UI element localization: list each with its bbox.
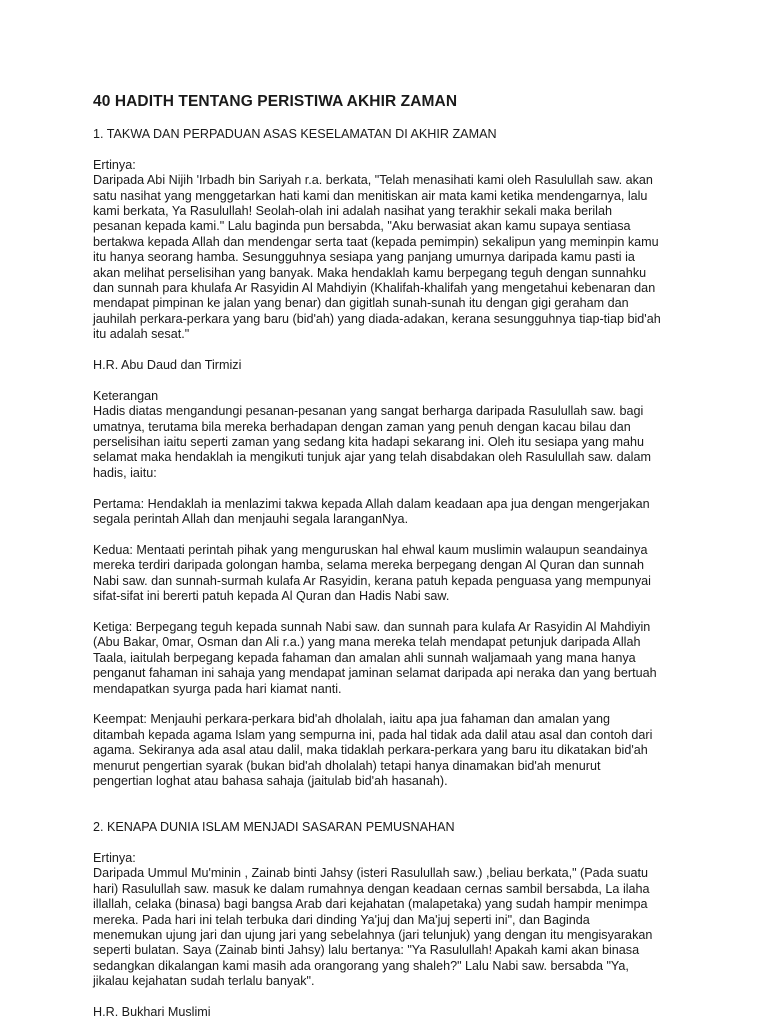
section-1-heading: 1. TAKWA DAN PERPADUAN ASAS KESELAMATAN DI AKHIR ZAMAN <box>93 127 497 141</box>
section-1-keterangan-label: Keterangan <box>93 388 159 403</box>
section-2-source: H.R. Bukhari Muslimi <box>93 1005 211 1019</box>
spacer <box>93 528 708 543</box>
spacer <box>93 481 708 496</box>
section-1-source: H.R. Abu Daud dan Tirmizi <box>93 358 242 373</box>
spacer <box>93 373 708 388</box>
spacer <box>93 990 708 1005</box>
section-2-heading: 2. KENAPA DUNIA ISLAM MENJADI SASARAN PEMUSNAHAN <box>93 820 455 835</box>
section-1-point-keempat: Keempat: Menjauhi perkara-perkara bid'ah dholalah, iaitu apa jua fahaman dan amalan yang ditambah kepada agama Islam yang sempurna ini, pada hal tidak ada dalil atau asal dan contoh dari agama. Sekiranya ada asal atau dalil, maka tidaklah perkara-perkara yang baru itu dikatakan bid'ah menurut pengertian syarak (bukan bid'ah dholalah) tetapi hanya dinamakan bid'ah menurut pengertian loghat atau bahasa sahaja (jaitulab bid'ah hasanah). <box>93 712 653 788</box>
section-1-keterangan-text: Hadis diatas mengandungi pesanan-pesanan yang sangat berharga daripada Rasulullah saw. bagi umatnya, terutama bila mereka berhadapan dengan zaman yang penuh dengan kacau bilau dan perselisihan iaitu seperti zaman yang sedang kita hadapi sekarang ini. Oleh itu sesiapa yang mahu selamat maka hendaklah ia mengikuti tunjuk ajar yang telah disabdakan oleh Rasulullah saw. dalam hadis, iaitu: <box>93 404 651 480</box>
section-1-ertinya-label: Ertinya: <box>93 157 136 172</box>
spacer <box>93 836 708 851</box>
section-2-ertinya-label: Ertinya: <box>93 850 136 865</box>
section-1-point-pertama: Pertama: Hendaklah ia menlazimi takwa kepada Allah dalam keadaan apa jua dengan mengerjakan segala perintah Allah dan menjauhi segala laranganNya. <box>93 496 650 527</box>
section-1-point-kedua: Kedua: Mentaati perintah pihak yang menguruskan hal ehwal kaum muslimin walaupun seandainya mereka terdiri daripada golongan hamba, selama mereka berpegang dengan Al Quran dan sunnah Nabi saw. dan sunnah-surmah kulafa Ar Rasyidin, kerana patuh kepada penguasa yang mempunyai sifat-sifat ini bererti patuh kepada Al Quran dan Hadis Nabi saw. <box>93 542 651 604</box>
document-title: 40 HADITH TENTANG PERISTIWA AKHIR ZAMAN <box>93 93 458 110</box>
section-2-ertinya-text: Daripada Ummul Mu'minin , Zainab binti Jahsy (isteri Rasulullah saw.) ,beliau berkata," (Pada suatu hari) Rasulullah saw. masuk ke dalam rumahnya dengan keadaan cernas sambil bersabda, La ilaha illallah, celaka (binasa) bagi bangsa Arab dari kejahatan (malapetaka) yang sudah hampir menimpa mereka. Pada hari ini telah terbuka dari dinding Ya'juj dan Ma'juj seperti ini", dan Baginda menemukan ujung jari dan ujung jari yang sebelahnya (jari telunjuk) yang dengan itu mengisyarakan seperti bulatan. Saya (Zainab binti Jahsy) lalu bertanya: "Ya Rasulullah! Apakah kami akan binasa sedangkan dikalangan kami masih ada orangorang yang shaleh?" Lalu Nabi saw. bersabda "Ya, jikalau kejahatan sudah terlalu banyak". <box>93 866 653 989</box>
section-1-point-ketiga: Ketiga: Berpegang teguh kepada sunnah Nabi saw. dan sunnah para kulafa Ar Rasyidin Al Mahdiyin (Abu Bakar, 0mar, Osman dan Ali r.a.) yang mana mereka telah mendapat petunjuk daripada Allah Taala, iaitulah berpegang kepada fahaman dan amalan ahli sunnah waljamaah yang mana hanya penganut fahaman ini sahaja yang mendapat jaminan selamat daripada api neraka dan yang bertuah mendapatkan syurga pada hari kiamat nanti. <box>93 619 657 696</box>
spacer <box>93 343 708 358</box>
section-1-ertinya-text: Daripada Abi Nijih 'Irbadh bin Sariyah r.a. berkata, "Telah menasihati kami oleh Rasulullah saw. akan satu nasihat yang menggetarkan hati kami dan menitiskan air mata kami ketika mendengarnya, lalu kami berkata, Ya Rasulullah! Seolah-olah ini adalah nasihat yang terakhir sekali maka berilah pesanan kepada kami." Lalu baginda pun bersabda, "Aku berwasiat akan kamu supaya sentiasa bertakwa kepada Allah dan mendengar serta taat (kepada pemimpin) sekalipun yang meminpin kamu itu hanya seorang hamba. Sesungguhnya sesiapa yang panjang umurnya daripada kamu pasti ia akan melihat perselisihan yang banyak. Maka hendaklah kamu berpegang teguh dengan sunnahku dan sunnah para khulafa Ar Rasyidin Al Mahdiyin (Khalifah-khalifah yang mengetahui kebenaran dan mendapat pimpinan ke jalan yang benar) dan gigitlah sunah-sunah itu dengan gigi geraham dan jauhilah perkara-perkara yang baru (bid'ah) yang diada-adakan, kerana sesungguhnya tiap-tiap bid'ah itu adalah sesat." <box>93 173 661 342</box>
spacer <box>93 789 708 820</box>
spacer <box>93 605 708 620</box>
spacer <box>93 142 708 157</box>
spacer <box>93 697 708 712</box>
